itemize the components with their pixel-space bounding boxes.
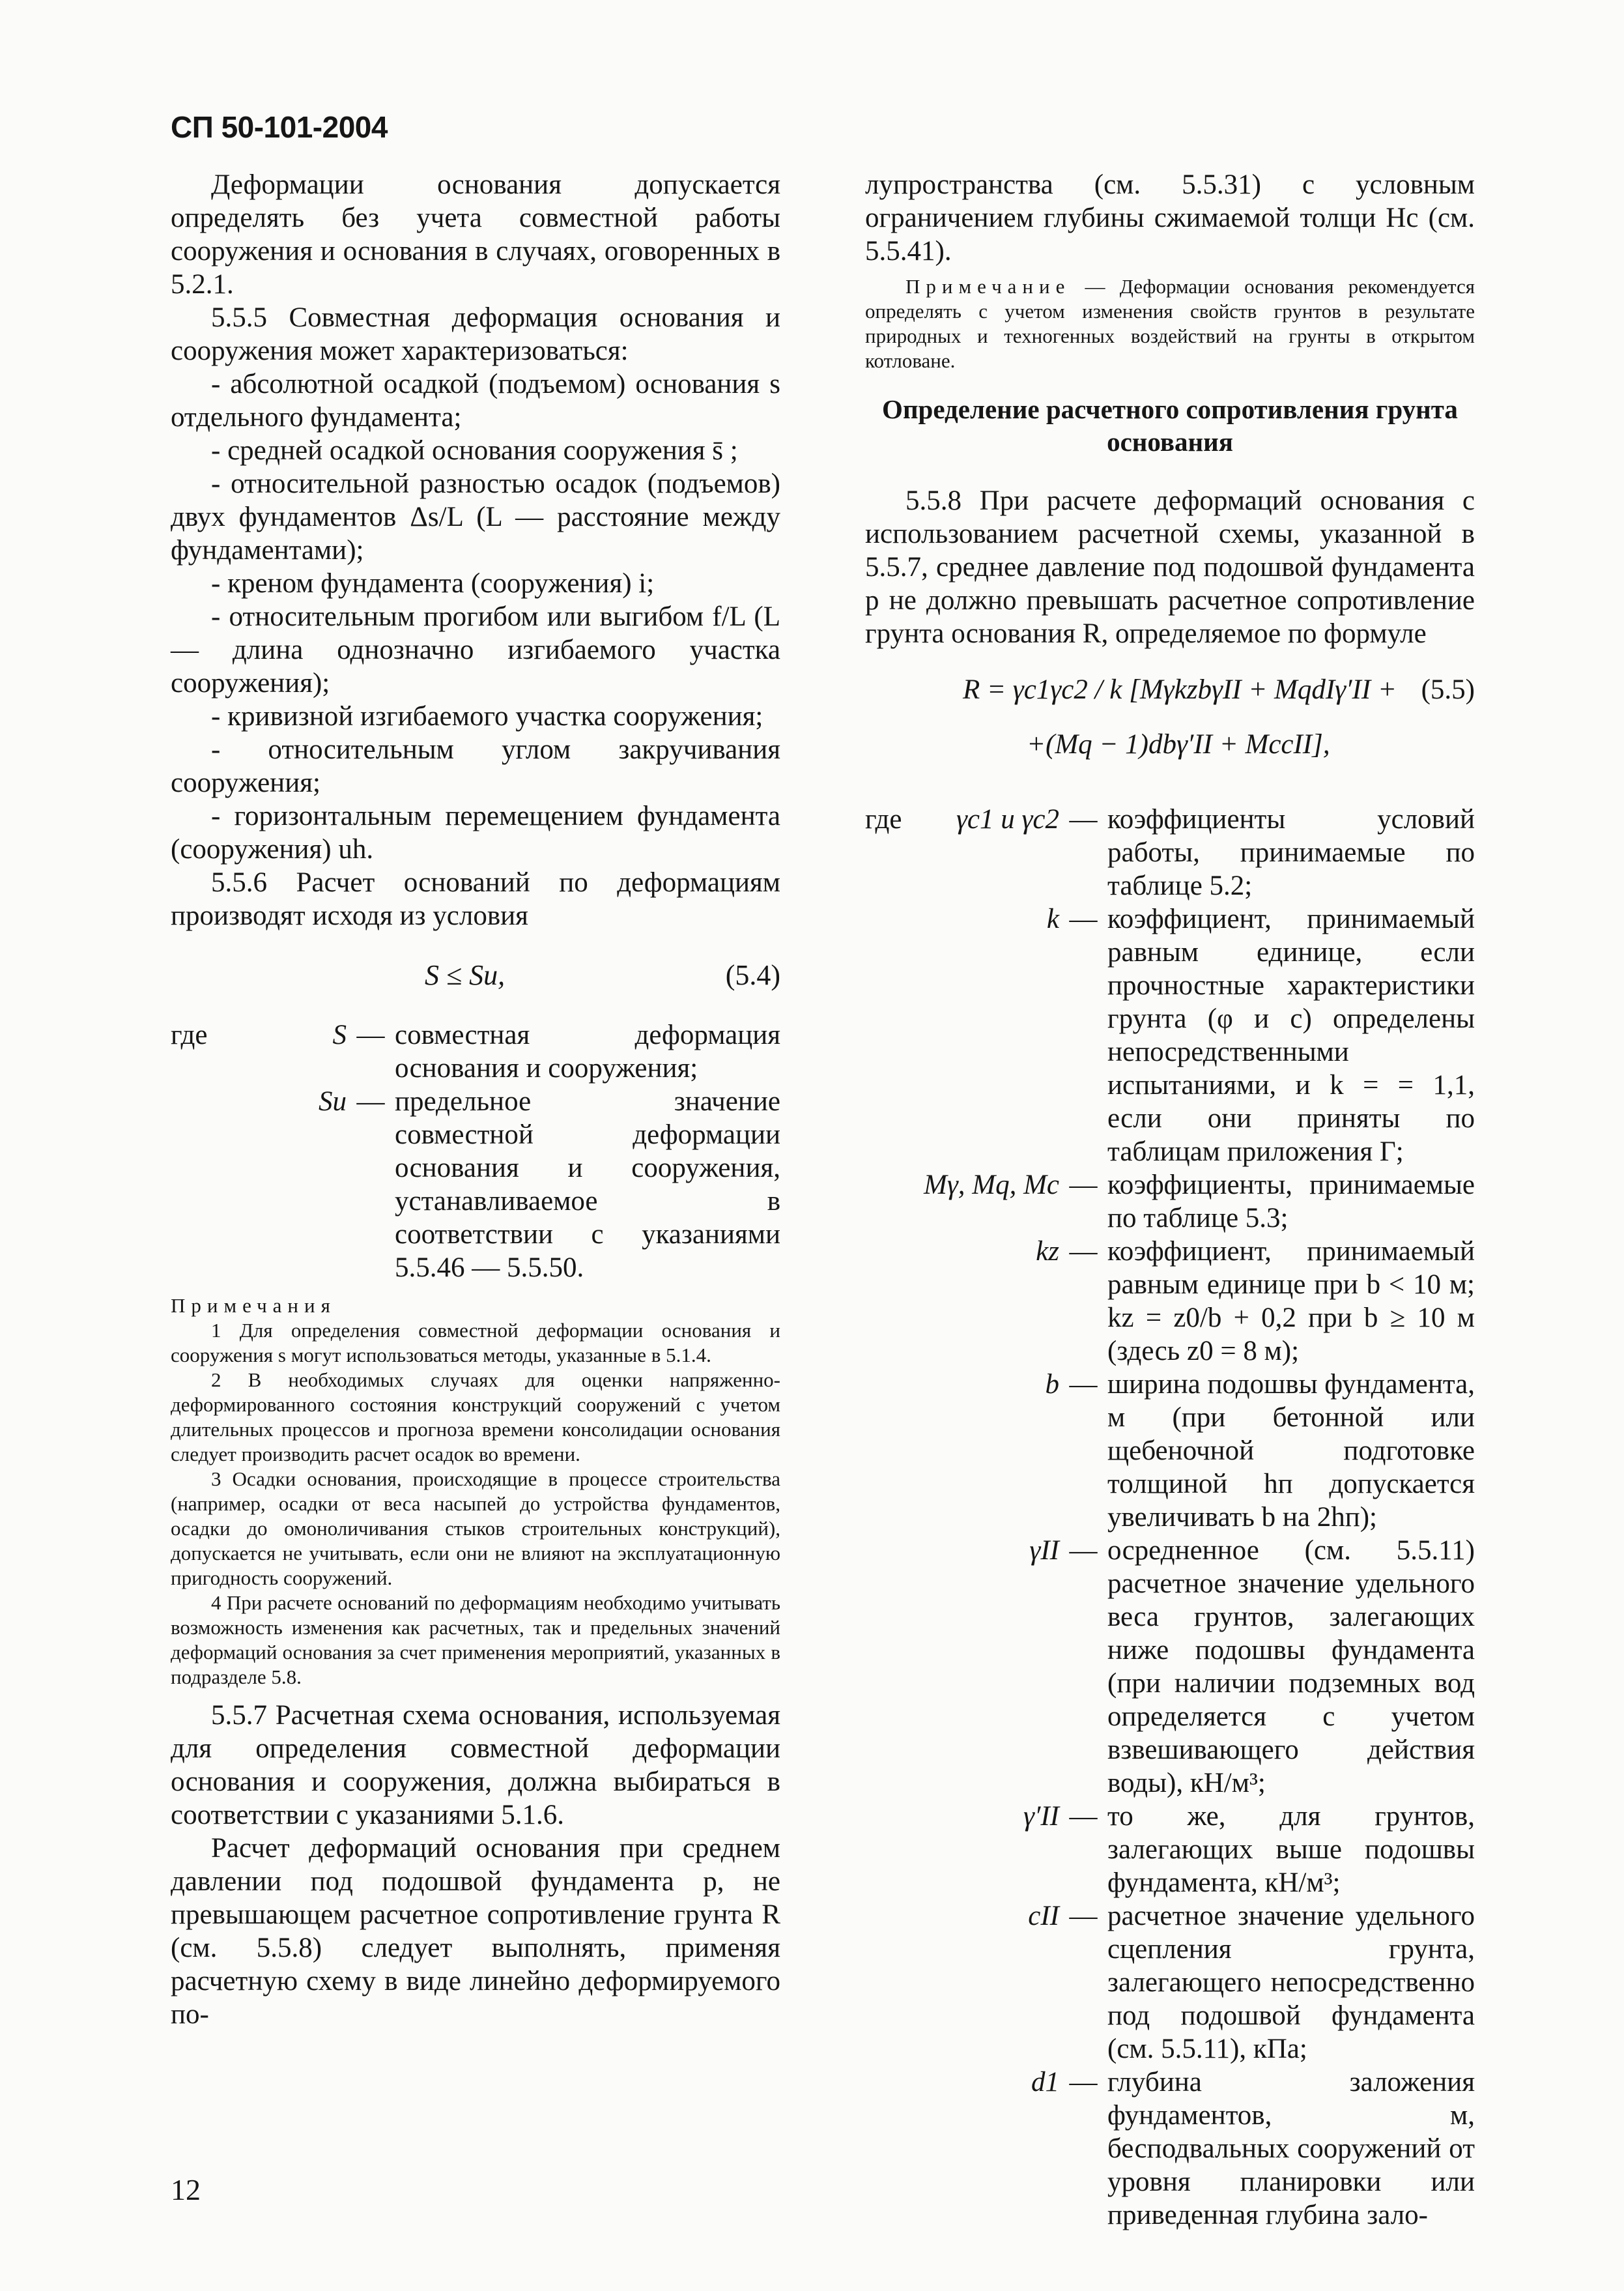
list-item: - относительной разностью осадок (подъемов) двух фундаментов Δs/L (L — расстояние между фундаментами); bbox=[171, 468, 780, 566]
definition-row: где S — совместная деформация основания и сооружения; bbox=[171, 1020, 780, 1084]
definition-symbol: cII bbox=[1028, 1901, 1059, 1931]
note-text: — Деформации основания рекомендуется определять с учетом изменения свойств грунтов в результате природных и техногенных воздействий на грунты в открытом котловане. bbox=[865, 275, 1475, 372]
paragraph: Расчет деформаций основания при среднем давлении под подошвой фундамента p, не превышающем расчетное сопротивление грунта R (см. 5.5.8) следует выполнять, применяя расчетную схему в виде линейно деформируемого по- bbox=[171, 1833, 780, 2030]
list-item: - относительным прогибом или выгибом f/L (L — длина однозначно изгибаемого участка сооружения); bbox=[171, 601, 780, 699]
definition-text: коэффициенты условий работы, принимаемые по таблице 5.2; bbox=[1107, 804, 1475, 901]
definition-text: расчетное значение удельного сцепления грунта, залегающего непосредственно под подошвой фундамента (см. 5.5.11), кПа; bbox=[1107, 1901, 1475, 2064]
definition-row: Mγ, Mq, Mc — коэффициенты, принимаемые по таблице 5.3; bbox=[865, 1168, 1475, 1235]
definition-text: коэффициенты, принимаемые по таблице 5.3; bbox=[1107, 1170, 1475, 1233]
definition-symbol: γII bbox=[1029, 1535, 1059, 1566]
definition-symbol: γ′II bbox=[1023, 1801, 1059, 1832]
clause-5-5-8: 5.5.8 При расчете деформаций основания с использованием расчетной схемы, указанной в 5.5.7, среднее давление под подошвой фундамента p не должно превышать расчетное сопротивление грунта основания R, определяемое по формуле bbox=[865, 485, 1475, 649]
definition-symbol: Su bbox=[319, 1086, 347, 1117]
list-item: - горизонтальным перемещением фундамента (сооружения) uh. bbox=[171, 801, 780, 865]
formula-5-4-number: (5.4) bbox=[725, 959, 780, 991]
definition-text: глубина заложения фундаментов, м, бесподвальных сооружений от уровня планировки или приведенная глубина зало- bbox=[1107, 2067, 1475, 2230]
definition-text: коэффициент, принимаемый равным единице, если прочностные характеристики грунта (φ и c) определены непосредственными испытаниями, и k = = 1,1, если они приняты по таблицам приложения Г; bbox=[1107, 904, 1475, 1167]
list-item: - абсолютной осадкой (подъемом) основания s отдельного фундамента; bbox=[171, 369, 780, 433]
notes-title: Примечания bbox=[171, 1294, 336, 1317]
definition-symbol: b bbox=[1045, 1369, 1059, 1400]
left-column bbox=[171, 168, 780, 2031]
formula-5-4-expression: S ≤ Su, bbox=[425, 959, 506, 991]
where-label: где bbox=[865, 804, 902, 835]
list-item: - средней осадкой основания сооружения s̄ ; bbox=[211, 435, 738, 466]
definition-row: γII — осредненное (см. 5.5.11) расчетное значение удельного веса грунтов, залегающих ниже подошвы фундамента (при наличии подземных вод определяется с учетом взвешивающего действия воды), кН/м³; bbox=[865, 1534, 1475, 1800]
definition-symbol: Mγ, Mq, Mc bbox=[924, 1170, 1059, 1200]
definition-row: d1 — глубина заложения фундаментов, м, бесподвальных сооружений от уровня планировки или приведенная глубина зало- bbox=[865, 2066, 1475, 2232]
clause-5-5-5: 5.5.5 Совместная деформация основания и сооружения может характеризоваться: bbox=[171, 302, 780, 366]
note-label: Примечание bbox=[905, 275, 1071, 298]
where-label: где bbox=[171, 1020, 208, 1050]
list-item: - кривизной изгибаемого участка сооружения; bbox=[211, 701, 763, 732]
section-title: Определение расчетного сопротивления грунта основания bbox=[882, 394, 1458, 457]
note: 1 Для определения совместной деформации основания и сооружения s могут использоваться методы, указанные в 5.1.4. bbox=[171, 1319, 780, 1366]
definition-text: предельное значение совместной деформации основания и сооружения, устанавливаемое в соответствии с указаниями 5.5.46 — 5.5.50. bbox=[395, 1086, 780, 1283]
paragraph: Деформации основания допускается определять без учета совместной работы сооружения и основания в случаях, оговоренных в 5.2.1. bbox=[171, 169, 780, 300]
definition-row: cII — расчетное значение удельного сцепления грунта, залегающего непосредственно под подошвой фундамента (см. 5.5.11), кПа; bbox=[865, 1899, 1475, 2066]
clause-5-5-7: 5.5.7 Расчетная схема основания, используемая для определения совместной деформации основания и сооружения, должна выбираться в соответствии с указаниями 5.1.6. bbox=[171, 1700, 780, 1830]
definition-row: γ′II — то же, для грунтов, залегающих выше подошвы фундамента, кН/м³; bbox=[865, 1800, 1475, 1899]
definition-symbol: d1 bbox=[1031, 2067, 1059, 2097]
note: 4 При расчете оснований по деформациям необходимо учитывать возможность изменения как расчетных, так и предельных значений деформаций основания за счет применения мероприятий, указанных в подразделе 5.8. bbox=[171, 1591, 780, 1688]
definition-text: то же, для грунтов, залегающих выше подошвы фундамента, кН/м³; bbox=[1107, 1801, 1475, 1898]
clause-5-5-6: 5.5.6 Расчет оснований по деформациям производят исходя из условия bbox=[171, 867, 780, 931]
formula-5-5-line-2: +(Mq − 1)dbγ′II + McсII], bbox=[1027, 729, 1330, 760]
formula-5-5-number: (5.5) bbox=[1421, 674, 1475, 705]
definition-symbol: γc1 и γc2 bbox=[956, 804, 1059, 835]
deformation-list bbox=[171, 367, 780, 866]
definition-text: коэффициент, принимаемый равным единице при b < 10 м; kz = z0/b + 0,2 при b ≥ 10 м (здесь z0 = 8 м); bbox=[1107, 1236, 1475, 1366]
definition-text: осредненное (см. 5.5.11) расчетное значение удельного веса грунтов, залегающих ниже подошвы фундамента (при наличии подземных вод определяется с учетом взвешивающего действия воды), кН/м³; bbox=[1107, 1535, 1475, 1798]
document-code: СП 50-101-2004 bbox=[171, 110, 388, 144]
definition-symbol: k bbox=[1046, 904, 1059, 934]
page-number: 12 bbox=[171, 2173, 201, 2206]
formula-5-5 bbox=[865, 670, 1475, 781]
formula-5-5-line-1: R = γc1γc2 / k [MγkzbγII + MqdIγ′II + bbox=[963, 674, 1397, 705]
definition-row: kz — коэффициент, принимаемый равным единице при b < 10 м; kz = z0/b + 0,2 при b ≥ 10 м (здесь z0 = 8 м); bbox=[865, 1235, 1475, 1368]
definition-row: b — ширина подошвы фундамента, м (при бетонной или щебеночной подготовке толщиной hп допускается увеличивать b на 2hп); bbox=[865, 1368, 1475, 1534]
definition-symbol: S bbox=[332, 1020, 347, 1050]
definition-row: где γc1 и γc2 — коэффициенты условий работы, принимаемые по таблице 5.2; bbox=[865, 804, 1475, 901]
right-column bbox=[865, 168, 1475, 2232]
list-item: - креном фундамента (сооружения) i; bbox=[211, 568, 655, 599]
definition-symbol: kz bbox=[1036, 1236, 1059, 1267]
definition-row: k — коэффициент, принимаемый равным единице, если прочностные характеристики грунта (φ и c) определены непосредственными испытаниями, и k = = 1,1, если они приняты по таблицам приложения Г; bbox=[865, 902, 1475, 1168]
definition-text: совместная деформация основания и сооружения; bbox=[395, 1020, 780, 1084]
definition-row: Su — предельное значение совместной деформации основания и сооружения, устанавливаемое в соответствии с указаниями 5.5.46 — 5.5.50. bbox=[171, 1085, 780, 1284]
definition-text: ширина подошвы фундамента, м (при бетонной или щебеночной подготовке толщиной hп допускается увеличивать b на 2hп); bbox=[1107, 1369, 1475, 1533]
list-item: - относительным углом закручивания сооружения; bbox=[171, 734, 780, 798]
formula-5-4 bbox=[171, 956, 780, 1000]
note: 2 В необходимых случаях для оценки напряженно-деформированного состояния конструкций сооружений с учетом длительных процессов и прогноза времени консолидации основания следует производить расчет осадок во времени. bbox=[171, 1368, 780, 1465]
paragraph: лупространства (см. 5.5.31) с условным ограничением глубины сжимаемой толщи Hc (см. 5.5.41). bbox=[865, 169, 1475, 267]
note: 3 Осадки основания, происходящие в процессе строительства (например, осадки от веса насыпей до устройства фундаментов, осадки до омоноличивания стыков строительных конструкций), допускается не учитывать, если они не влияют на эксплуатационную пригодность сооружений. bbox=[171, 1467, 780, 1589]
note bbox=[865, 274, 1475, 373]
